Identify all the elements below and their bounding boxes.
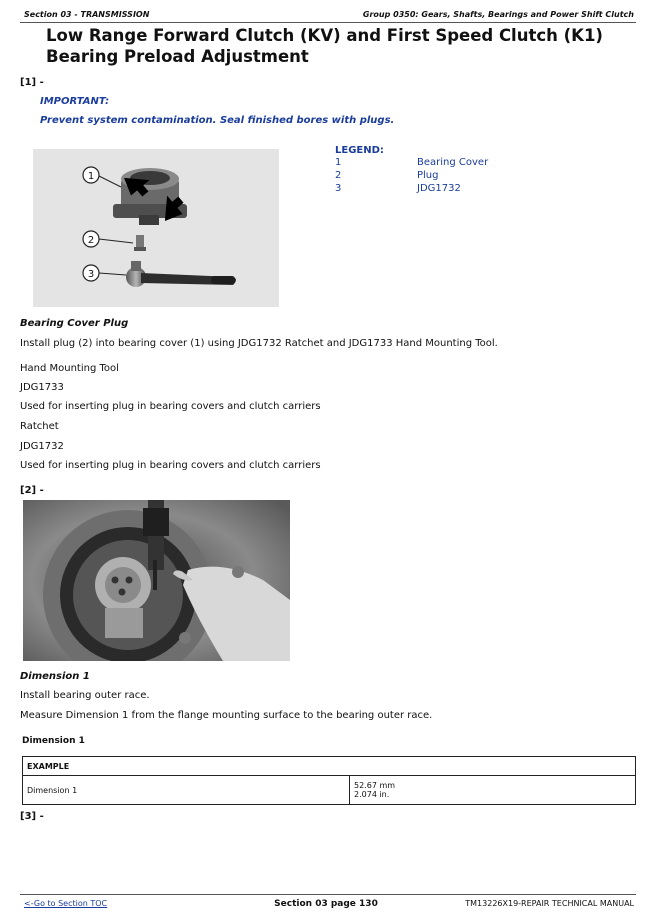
value-mm: 52.67 mm bbox=[354, 781, 396, 790]
body-text: Hand Mounting Tool bbox=[20, 363, 119, 374]
callout-2: 2 bbox=[87, 235, 95, 246]
body-text: Measure Dimension 1 from the flange mounting surface to the bearing outer race. bbox=[20, 710, 433, 721]
table-row-label: Dimension 1 bbox=[23, 776, 350, 805]
legend-text: Bearing Cover bbox=[417, 157, 489, 168]
table-header: EXAMPLE bbox=[23, 757, 636, 776]
body-text: Used for inserting plug in bearing covers and clutch carriers bbox=[20, 401, 321, 412]
table-row-value bbox=[350, 776, 636, 805]
bearing-cover-plug-illustration bbox=[33, 149, 279, 307]
legend-item bbox=[335, 170, 488, 183]
legend-title: LEGEND: bbox=[335, 145, 384, 156]
legend-num: 2 bbox=[335, 170, 342, 181]
dimension-1-illustration bbox=[23, 500, 290, 661]
body-text: JDG1732 bbox=[20, 441, 64, 452]
legend-num: 1 bbox=[335, 157, 342, 168]
legend-num: 3 bbox=[335, 183, 342, 194]
legend-text: Plug bbox=[417, 170, 439, 181]
body-text: Ratchet bbox=[20, 421, 59, 432]
dimension-1-photo bbox=[23, 500, 290, 661]
value-in: 2.074 in. bbox=[354, 790, 390, 799]
step-3-label: [3] - bbox=[20, 811, 44, 822]
step-1-label: [1] - bbox=[20, 77, 44, 88]
callout-1: 1 bbox=[87, 171, 95, 182]
legend-text: JDG1732 bbox=[417, 183, 461, 194]
dimension-1-heading: Dimension 1 bbox=[20, 671, 90, 682]
manual-id: TM13226X19-REPAIR TECHNICAL MANUAL bbox=[465, 899, 634, 908]
header-rule bbox=[20, 22, 636, 23]
body-text: Install bearing outer race. bbox=[20, 690, 150, 701]
legend-item bbox=[335, 157, 488, 170]
page-number: Section 03 page 130 bbox=[274, 899, 378, 909]
section-toc-link[interactable]: <-Go to Section TOC bbox=[24, 899, 108, 908]
step-2-label: [2] - bbox=[20, 485, 44, 496]
important-text: Prevent system contamination. Seal finished bores with plugs. bbox=[40, 115, 395, 126]
legend bbox=[335, 145, 488, 196]
bearing-cover-plug-photo bbox=[33, 149, 279, 307]
important-label: IMPORTANT: bbox=[40, 96, 110, 107]
footer-rule bbox=[20, 894, 636, 895]
section-header: Section 03 - TRANSMISSION bbox=[24, 10, 150, 19]
callout-3: 3 bbox=[87, 269, 95, 280]
page-title: Low Range Forward Clutch (KV) and First Speed Clutch (K1) Bearing Preload Adjustment bbox=[46, 26, 603, 66]
body-text: Used for inserting plug in bearing covers and clutch carriers bbox=[20, 460, 321, 471]
table-caption: Dimension 1 bbox=[22, 736, 85, 746]
bearing-cover-plug-heading: Bearing Cover Plug bbox=[20, 318, 129, 329]
group-header: Group 0350: Gears, Shafts, Bearings and Power Shift Clutch bbox=[362, 10, 634, 19]
example-table bbox=[22, 756, 636, 805]
legend-item bbox=[335, 183, 488, 196]
body-text: Install plug (2) into bearing cover (1) using JDG1732 Ratchet and JDG1733 Hand Mounting Tool. bbox=[20, 338, 498, 349]
body-text: JDG1733 bbox=[20, 382, 64, 393]
